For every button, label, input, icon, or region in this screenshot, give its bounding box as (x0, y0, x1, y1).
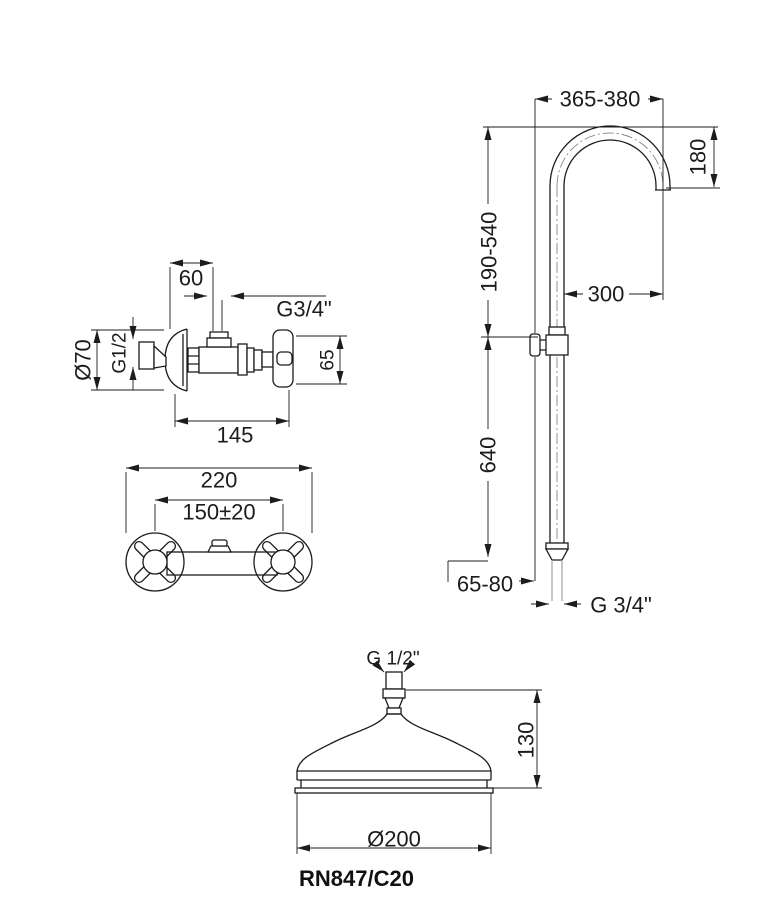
model-code-label: RN847/C20 (299, 866, 414, 891)
dim-640-label: 640 (475, 436, 501, 474)
head-skirt (301, 780, 487, 788)
dim-head-height (406, 690, 542, 788)
dim-300-label: 300 (587, 281, 625, 307)
dim-190-540-label: 190-540 (476, 211, 502, 293)
wall-escutcheon (165, 329, 187, 391)
callout-column-thread (531, 593, 652, 618)
handle-stem (262, 352, 273, 367)
dim-total-depth (175, 390, 289, 448)
mixer-side-view (71, 263, 348, 448)
thread-g34-column-label: G 3/4" (590, 592, 652, 618)
inlet-stub-taper (154, 346, 166, 368)
handle-hub-side (277, 352, 292, 365)
dim-365-380-label: 365-380 (559, 86, 641, 112)
dim-65-80-label: 65-80 (456, 571, 514, 597)
body-hex-nut (188, 348, 199, 372)
shower-head-view (295, 649, 542, 855)
mixer-front-view (126, 468, 312, 592)
dim-130-label: 130 (513, 721, 539, 759)
inlet-tail-pipe (552, 560, 562, 601)
dim-head-diameter (297, 793, 491, 854)
dim-220-label: 220 (200, 467, 238, 493)
escutcheon-edge (183, 329, 187, 391)
top-port-base (207, 338, 231, 347)
head-neck-ring (387, 708, 401, 714)
bottom-nut-taper (546, 549, 568, 560)
callout-valve-inlet-thread (110, 317, 134, 390)
dim-spout-drop (666, 127, 720, 188)
head-bell-dome (297, 714, 491, 771)
callout-valve-outlet-thread (184, 296, 332, 322)
head-rim (295, 788, 493, 793)
thread-g12-valve-label: G1/2 (109, 332, 131, 374)
head-band (297, 771, 491, 780)
bottom-nut (546, 543, 568, 549)
gooseneck-outer-arc (550, 126, 670, 186)
bracket-clamp-body (546, 335, 568, 355)
outlet-stub-top (212, 540, 227, 546)
shower-column-view (448, 87, 720, 618)
dim-145-label: 145 (216, 422, 254, 448)
bonnet-ring-2 (247, 348, 254, 372)
dim-wall-offset (448, 561, 534, 597)
dim-65-label: 65 (317, 349, 339, 371)
outlet-stub-base (208, 546, 231, 552)
gooseneck-inner-arc (564, 140, 656, 186)
dim-lower-height (476, 337, 501, 557)
head-thread-stub (386, 672, 402, 689)
bracket-clamp-top (549, 327, 565, 335)
dim-width-range (535, 87, 663, 112)
dim-inlet-centers (155, 500, 283, 532)
handle-hub-right (271, 550, 295, 574)
dim-height-adjust (477, 127, 502, 337)
dim-outlet-offset (170, 263, 222, 331)
bonnet-ring-3 (254, 350, 262, 370)
bonnet-ring-1 (238, 344, 247, 375)
dim-d200-label: Ø200 (367, 826, 421, 852)
inlet-stub (139, 342, 154, 369)
dim-150-20-label: 150±20 (182, 499, 256, 525)
handle-hub-left (143, 550, 167, 574)
valve-body (199, 347, 238, 373)
head-cone-joint (385, 698, 403, 708)
dim-handle-diameter (296, 336, 347, 384)
dim-60-label: 60 (178, 265, 204, 291)
dim-spout-reach (564, 99, 663, 307)
head-collar (383, 689, 405, 698)
thread-g12-head-label: G 1/2" (366, 648, 420, 670)
thread-g34-valve-label: G3/4" (276, 296, 332, 322)
top-port-cap (210, 332, 228, 338)
dim-d70-label: Ø70 (70, 339, 96, 381)
dim-180-label: 180 (685, 138, 711, 176)
